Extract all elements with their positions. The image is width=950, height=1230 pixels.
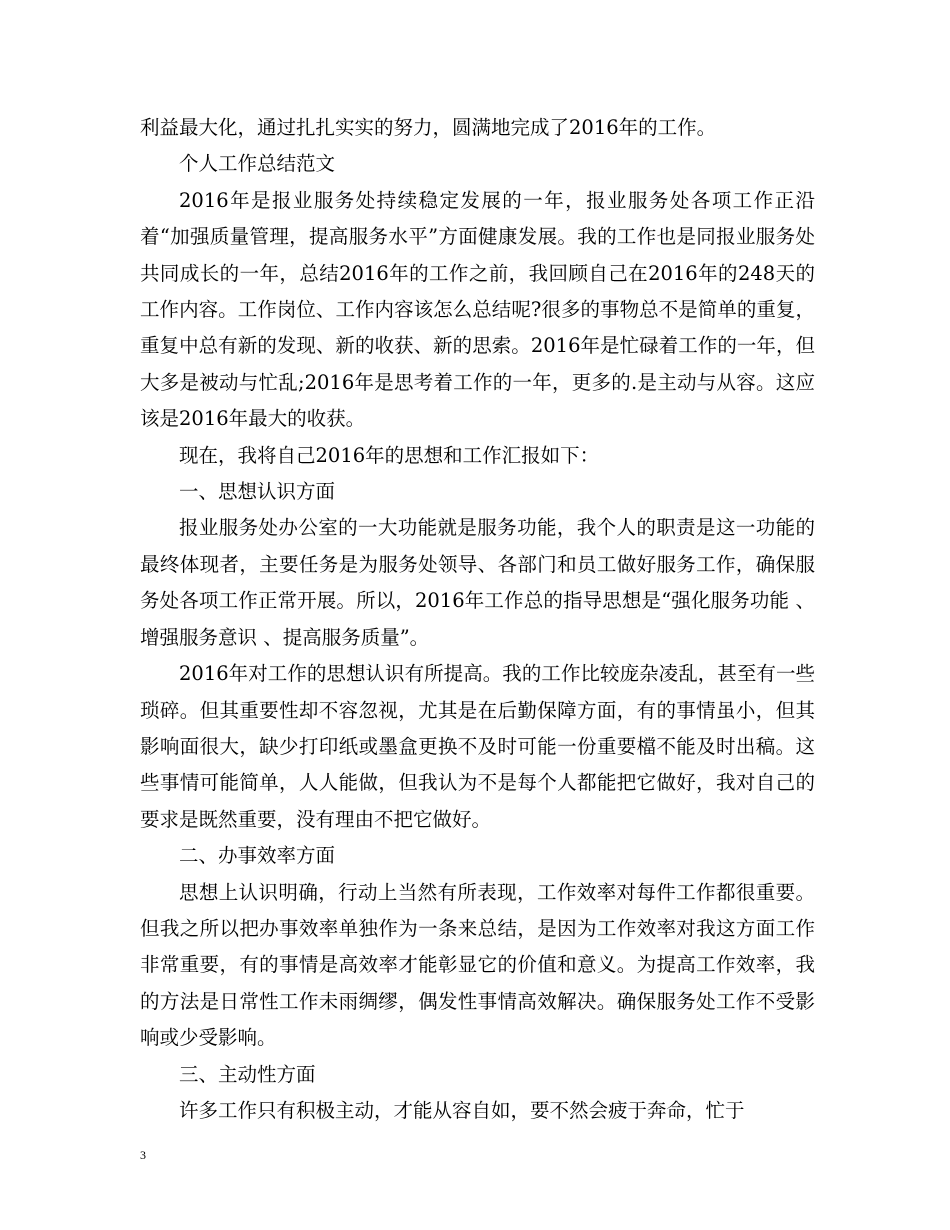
- document-title: 个人工作总结范文: [179, 152, 336, 176]
- continued-paragraph: 利益最大化，通过扎扎实实的努力，圆满地完成了2016年的工作。: [140, 116, 717, 139]
- section-heading-2: 二、办事效率方面: [179, 844, 336, 868]
- section-heading-1: 一、思想认识方面: [179, 480, 336, 504]
- section-heading-3: 三、主动性方面: [179, 1062, 316, 1086]
- document-body: [140, 110, 815, 1129]
- section-1-paragraph-b: 2016年对工作的思想认识有所提高。我的工作比较庞杂凌乱，甚至有一些琐碎。但其重要性却不容忽视，尤其是在后勤保障方面，有的事情虽小，但其影响面很大，缺少打印纸或墨盒更换不及时可能一份重要檔不能及时出稿。这些事情可能简单，人人能做，但我认为不是每个人都能把它做好，我对自己的要求是既然重要，没有理由不把它做好。: [140, 662, 815, 831]
- report-paragraph: 现在，我将自己2016年的思想和工作汇报如下：: [179, 443, 600, 467]
- intro-paragraph: 2016年是报业服务处持续稳定发展的一年，报业服务处各项工作正沿着“加强质量管理，提高服务水平”方面健康发展。我的工作也是同报业服务处共同成长的一年，总结2016年的工作之前，我回顾自己在2016年的248天的工作内容。工作岗位、工作内容该怎么总结呢?很多的事物总不是简单的重复，重复中总有新的发现、新的收获、新的思索。2016年是忙碌着工作的一年，但大多是被动与忙乱;2016年是思考着工作的一年，更多的.是主动与从容。这应该是2016年最大的收获。: [140, 188, 815, 431]
- section-3-paragraph: 许多工作只有积极主动，才能从容自如，要不然会疲于奔命，忙于: [179, 1098, 745, 1122]
- section-2-paragraph: 思想上认识明确，行动上当然有所表现，工作效率对每件工作都很重要。但我之所以把办事效率单独作为一条来总结，是因为工作效率对我这方面工作非常重要，有的事情是高效率才能彰显它的价值和意义。为提高工作效率，我的方法是日常性工作未雨绸缪，偶发性事情高效解决。确保服务处工作不受影响或少受影响。: [140, 880, 815, 1050]
- section-1-paragraph-a: 报业服务处办公室的一大功能就是服务功能，我个人的职责是这一功能的最终体现者，主要任务是为服务处领导、各部门和员工做好服务工作，确保服务处各项工作正常开展。所以，2016年工作总的指导思想是“强化服务功能 、增强服务意识 、提高服务质量”。: [140, 516, 815, 649]
- page-number: 3: [140, 1148, 146, 1162]
